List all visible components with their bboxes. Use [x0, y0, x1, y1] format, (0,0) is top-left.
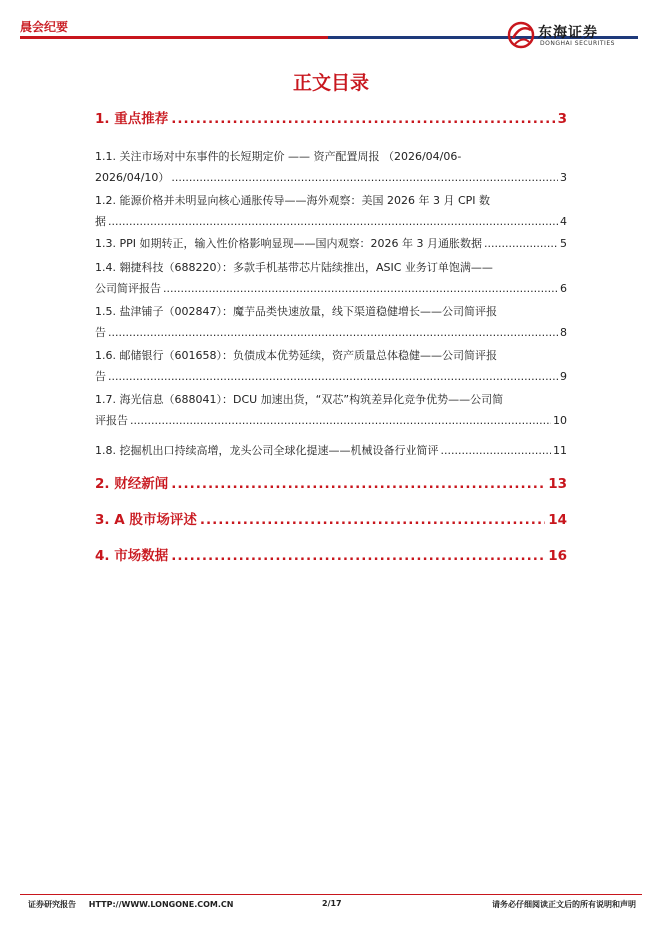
toc-item-4[interactable] — [95, 547, 567, 565]
toc-item-title: 1.8. 挖掘机出口持续高增，龙头公司全球化提速——机械设备行业简评 — [95, 444, 439, 457]
toc-item-title-cont: 据 — [95, 215, 106, 228]
toc-leader-dots — [171, 110, 554, 128]
toc-leader-dots — [108, 366, 558, 387]
header-divider-red — [20, 36, 328, 39]
toc-item-page: 10 — [553, 414, 567, 427]
toc-item-page: 5 — [560, 237, 567, 250]
toc-item-page: 11 — [553, 444, 567, 457]
toc-leader-dots — [108, 211, 558, 232]
toc-item-page: 3 — [560, 171, 567, 184]
toc-leader-dots — [163, 278, 558, 299]
toc-item-1-3[interactable] — [95, 233, 567, 254]
footer-disclaimer: 请务必仔细阅读正文后的所有说明和声明 — [492, 900, 636, 909]
toc-item-title: 3. A 股市场评述 — [95, 512, 197, 528]
toc-item-title: 1.4. 翱捷科技（688220）：多款手机基带芯片陆续推出，ASIC 业务订单饱满—— — [95, 261, 493, 274]
toc-leader-dots — [130, 410, 551, 431]
toc-item-1-1[interactable] — [95, 146, 567, 188]
toc-item-title-cont: 告 — [95, 370, 106, 383]
toc-item-3[interactable] — [95, 511, 567, 529]
toc-leader-dots — [441, 440, 552, 461]
toc-item-title: 1.7. 海光信息（688041）：DCU 加速出货，“双芯”构筑差异化竞争优势——公司简 — [95, 393, 504, 406]
toc-item-title: 1.2. 能源价格并未明显向核心通胀传导——海外观察：美国 2026 年 3 月 CPI 数 — [95, 194, 491, 207]
toc-item-title: 1.3. PPI 如期转正，输入性价格影响显现——国内观察：2026 年 3 月通胀数据 — [95, 237, 482, 250]
toc-item-title-cont: 告 — [95, 326, 106, 339]
toc-item-1-5[interactable] — [95, 301, 567, 343]
toc-leader-dots — [200, 511, 545, 529]
toc-item-title: 1. 重点推荐 — [95, 111, 169, 127]
toc-item-1[interactable] — [95, 110, 567, 128]
page-title: 正文目录 — [292, 72, 369, 94]
footer-url-link[interactable]: HTTP://WWW.LONGONE.COM.CN — [88, 900, 234, 909]
toc-leader-dots — [484, 233, 558, 254]
footer-left — [28, 899, 233, 910]
toc-item-2[interactable] — [95, 475, 567, 493]
toc-leader-dots — [171, 475, 545, 493]
toc-item-page: 6 — [560, 282, 567, 295]
toc-item-1-2[interactable] — [95, 190, 567, 232]
toc-leader-dots — [171, 167, 558, 188]
toc-item-1-7[interactable] — [95, 389, 567, 431]
toc-item-page: 8 — [560, 326, 567, 339]
toc-item-page: 14 — [548, 512, 567, 528]
toc-item-title: 1.1. 关注市场对中东事件的长短期定价 —— 资产配置周报 （2026/04/06- — [95, 150, 462, 163]
toc-item-1-8[interactable] — [95, 440, 567, 461]
header-section-label: 晨会纪要 — [20, 20, 69, 34]
toc-item-page: 3 — [557, 111, 567, 127]
toc-item-title-cont: 2026/04/10） — [95, 171, 170, 184]
toc-item-title: 4. 市场数据 — [95, 548, 169, 564]
footer-divider — [20, 894, 642, 895]
logo-subtitle: DONGHAI SECURITIES — [540, 40, 615, 47]
toc-leader-dots — [171, 547, 545, 565]
footer-report-label: 证券研究报告 — [28, 900, 76, 909]
toc-item-title: 1.5. 盐津铺子（002847）：魔芋品类快速放量，线下渠道稳健增长——公司简评报 — [95, 305, 497, 318]
toc-item-1-6[interactable] — [95, 345, 567, 387]
toc-item-title: 2. 财经新闻 — [95, 476, 169, 492]
toc-item-title-cont: 公司简评报告 — [95, 282, 161, 295]
toc-leader-dots — [108, 322, 558, 343]
footer-page-number: 2/17 — [322, 899, 342, 908]
logo-name: 东海证券 — [538, 25, 598, 41]
toc-item-title-cont: 评报告 — [95, 414, 128, 427]
toc-item-page: 13 — [548, 476, 567, 492]
toc-item-title: 1.6. 邮储银行（601658）：负债成本优势延续，资产质量总体稳健——公司简评报 — [95, 349, 497, 362]
toc-item-page: 16 — [548, 548, 567, 564]
toc-item-page: 4 — [560, 215, 567, 228]
toc-item-1-4[interactable] — [95, 257, 567, 299]
toc-item-page: 9 — [560, 370, 567, 383]
